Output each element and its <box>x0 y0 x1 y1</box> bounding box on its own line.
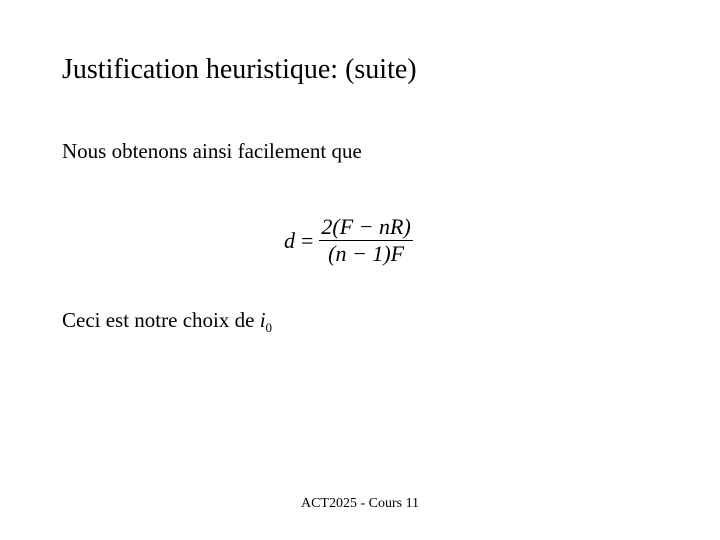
formula-lhs: d <box>284 227 295 253</box>
conclusion-text <box>62 308 272 333</box>
slide-footer: ACT2025 - Cours 11 <box>300 496 420 511</box>
conclusion-label: Ceci est notre choix de <box>62 308 260 332</box>
conclusion-symbol: i <box>259 308 266 332</box>
formula-numerator: 2(F − nR) <box>321 214 411 239</box>
formula-denominator: (n − 1)F <box>328 241 405 266</box>
formula <box>284 214 413 267</box>
intro-text: Nous obtenons ainsi facilement que <box>62 139 362 163</box>
formula-equals: = <box>301 227 314 253</box>
slide-title: Justification heuristique: (suite) <box>62 54 417 85</box>
conclusion-subscript: 0 <box>265 320 273 335</box>
formula-fraction <box>319 214 412 267</box>
